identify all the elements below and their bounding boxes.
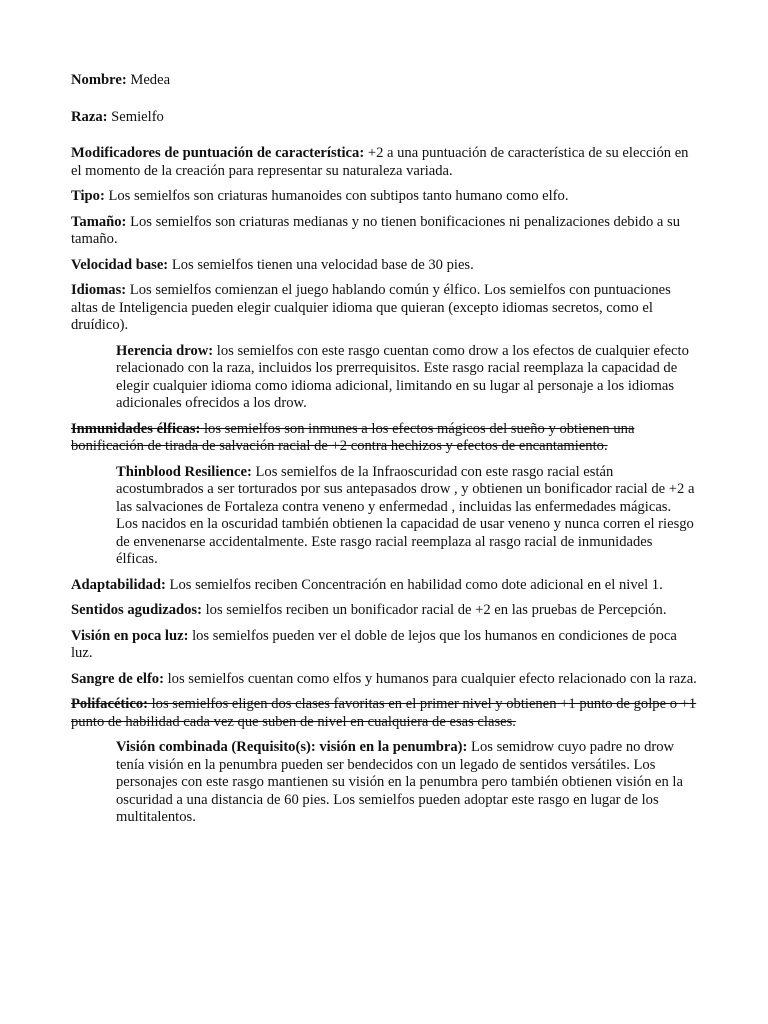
trait-label: Sentidos agudizados: bbox=[71, 602, 202, 618]
traits-list bbox=[71, 145, 699, 827]
trait-vision-poca-luz bbox=[71, 628, 699, 663]
name-value: Medea bbox=[130, 72, 171, 88]
trait-text: Los semidrow cuyo padre no drow tenía visión en la penumbra pueden ser bendecidos con un legado de sentidos versátiles. Los personajes con este rasgo mantienen su visión en la penumbra pero también obtienen visión en la oscuridad a una distancia de 60 pies. Los semielfos pueden adoptar este rasgo en lugar de los multitalentos. bbox=[116, 739, 683, 825]
trait-herencia-drow bbox=[116, 343, 696, 413]
trait-thinblood bbox=[116, 464, 696, 569]
trait-text: Los semielfos de la Infraoscuridad con este rasgo racial están acostumbrados a ser torturados por sus antepasados drow , y obtienen un bonificador racial de +2 a las salvaciones de Fortaleza contra veneno y enfermedad , incluidas las enfermedades mágicas. Los nacidos en la oscuridad también obtienen la capacidad de usar veneno y nunca corren el riesgo de envenenarse accidentalmente. Este rasgo racial reemplaza al rasgo racial de inmunidades élficas. bbox=[116, 463, 695, 567]
trait-inmunidades bbox=[71, 421, 699, 456]
trait-text: los semielfos cuentan como elfos y humanos para cualquier efecto relacionado con la raza. bbox=[163, 670, 697, 687]
trait-label: Polifacético: bbox=[71, 696, 148, 712]
document-page bbox=[71, 72, 699, 835]
trait-label: Modificadores de puntuación de característica: bbox=[71, 145, 365, 161]
trait-label: Velocidad base: bbox=[71, 256, 169, 273]
trait-text: Los semielfos tienen una velocidad base de 30 pies. bbox=[168, 256, 474, 273]
trait-text: los semielfos pueden ver el doble de lejos que los humanos en condiciones de poca luz. bbox=[71, 627, 677, 661]
trait-tamano bbox=[71, 214, 699, 249]
trait-text: los semielfos con este rasgo cuentan como drow a los efectos de cualquier efecto relacionado con la raza, incluidos los prerrequisitos. Este rasgo racial reemplaza la capacidad de elegir cualquier idioma como idioma adicional, limitando en su lugar al personaje a los idiomas adicionales ofrecidos a los drow. bbox=[116, 342, 689, 411]
trait-sangre-elfo bbox=[71, 671, 699, 689]
trait-text: +2 a una puntuación de característica de su elección en el momento de la creación para representar su naturaleza variada. bbox=[71, 145, 689, 179]
trait-velocidad bbox=[71, 257, 699, 275]
trait-label: Inmunidades élficas: bbox=[71, 420, 201, 437]
trait-text: Los semielfos comienzan el juego hablando común y élfico. Los semielfos con puntuaciones altas de Inteligencia pueden elegir cualquier idioma que quieran (excepto idiomas secretos, como el druídico). bbox=[71, 282, 671, 333]
trait-text: los semielfos reciben un bonificador racial de +2 en las pruebas de Percepción. bbox=[201, 602, 667, 618]
trait-label: Thinblood Resilience: bbox=[116, 463, 252, 480]
name-line: Nombre: Medea bbox=[71, 72, 171, 88]
trait-text: los semielfos son inmunes a los efectos mágicos del sueño y obtienen una bonificación de tirada de salvación racial de +2 contra hechizos y efectos de encantamiento. bbox=[71, 420, 635, 454]
trait-text: Los semielfos reciben Concentración en habilidad como dote adicional en el nivel 1. bbox=[165, 576, 663, 593]
trait-label: Idiomas: bbox=[71, 282, 127, 298]
trait-label: Herencia drow: bbox=[116, 342, 214, 359]
race-value: Semielfo bbox=[111, 108, 164, 125]
trait-idiomas bbox=[71, 282, 699, 335]
trait-label: Visión combinada (Requisito(s): visión en la penumbra): bbox=[116, 739, 468, 755]
race-label: Raza bbox=[71, 108, 103, 125]
trait-sentidos bbox=[71, 602, 699, 620]
trait-tipo bbox=[71, 188, 699, 206]
trait-modificadores bbox=[71, 145, 699, 180]
trait-label: Tipo: bbox=[71, 188, 105, 204]
trait-label: Tamaño: bbox=[71, 213, 127, 230]
trait-polifacetico bbox=[71, 696, 699, 731]
trait-text: los semielfos eligen dos clases favoritas en el primer nivel y obtienen +1 punto de golpe o +1 punto de habilidad cada vez que suben de nivel en cualquiera de esas clases. bbox=[71, 696, 697, 730]
trait-text: Los semielfos son criaturas medianas y no tienen bonificaciones ni penalizaciones debido a su tamaño. bbox=[71, 213, 681, 247]
trait-label: Adaptabilidad: bbox=[71, 576, 166, 593]
trait-adaptabilidad bbox=[71, 577, 699, 595]
trait-text: Los semielfos son criaturas humanoides con subtipos tanto humano como elfo. bbox=[104, 188, 569, 204]
name-label: Nombre bbox=[71, 72, 122, 88]
trait-label: Visión en poca luz: bbox=[71, 627, 189, 644]
trait-label: Sangre de elfo: bbox=[71, 670, 164, 687]
trait-vision-combinada bbox=[116, 739, 696, 827]
race-line: Raza: Semielfo bbox=[71, 108, 164, 125]
